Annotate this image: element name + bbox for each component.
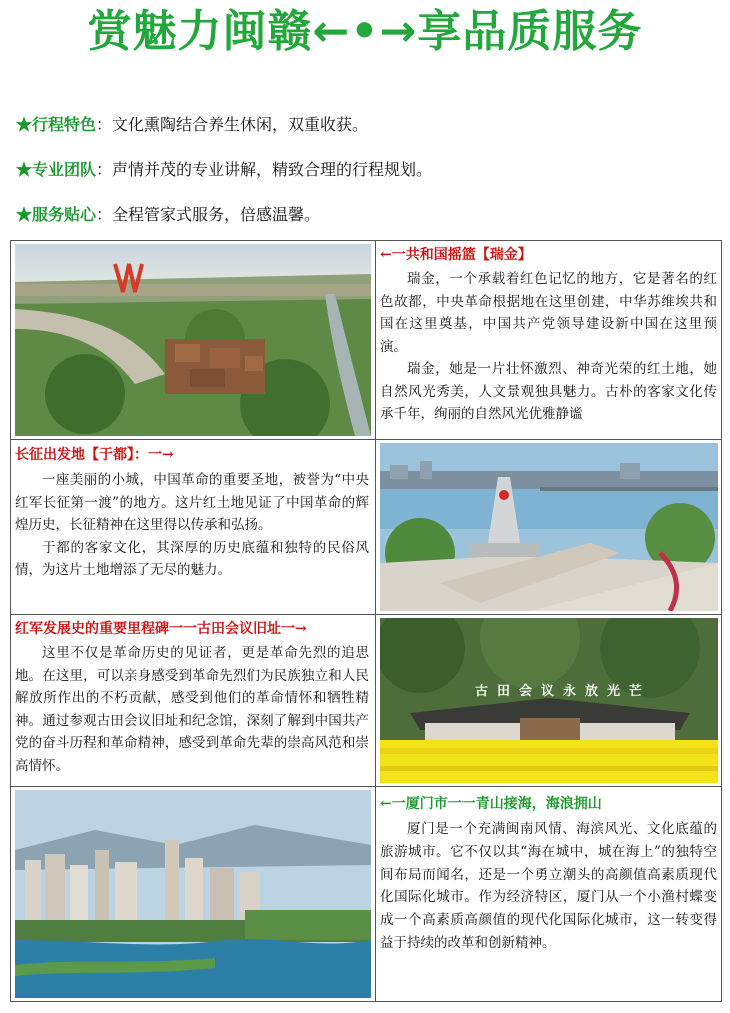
divider — [375, 241, 376, 1001]
section-paragraph: 于都的客家文化，其深厚的历史底蕴和独特的民俗风情，为这片土地增添了无尽的魅力。 — [15, 539, 369, 578]
ruijin-photo — [15, 244, 371, 436]
feature-label: 行程特色 — [32, 115, 97, 134]
star-icon: ★ — [16, 160, 33, 179]
feature-itinerary — [16, 113, 368, 137]
xiamen-section — [380, 794, 717, 999]
yudu-section — [15, 445, 369, 613]
feature-text: ：全程管家式服务，倍感温馨。 — [96, 205, 321, 224]
star-icon: ★ — [16, 115, 33, 134]
section-heading: ←一共和国摇篮【瑞金】 — [380, 247, 532, 263]
feature-label: 服务贴心 — [32, 205, 97, 224]
ruijin-section — [380, 245, 717, 437]
gutian-section — [15, 619, 369, 785]
divider — [11, 614, 721, 615]
section-heading: 长征出发地【于都】：一→ — [15, 447, 174, 463]
star-icon: ★ — [16, 205, 33, 224]
section-paragraph: 一座美丽的小城，中国革命的重要圣地，被誉为“中央红军长征第一渡”的地方。这片红土地见证了中国革命的辉煌历史，长征精神在这里得以传承和弘扬。 — [15, 472, 369, 533]
yudu-photo — [380, 443, 718, 611]
gutian-photo — [380, 618, 718, 783]
section-paragraph: 这里不仅是革命历史的见证者，更是革命先烈的追思地。在这里，可以亲身感受到革命先烈们为民族独立和人民解放所作出的不朽贡献，感受到他们的革命情怀和牺牲精神。通过参观古田会议旧址和纪念馆，深刻了解到中国共产党的奋斗历程和革命精神，感受到革命先辈的崇高风范和崇高情怀。 — [15, 645, 369, 774]
xiamen-photo — [15, 790, 371, 998]
gutian-sign: 古田会议永放光芒 — [474, 684, 651, 699]
divider — [11, 786, 721, 787]
feature-service — [16, 203, 320, 227]
feature-team — [16, 158, 432, 182]
page-title: 赏魅力闽赣←•→享品质服务 — [87, 6, 643, 57]
section-paragraph: 厦门是一个充满闽南风情、海滨风光、文化底蕴的旅游城市。它不仅以其“海在城中，城在海上”的独特空间布局而闻名，还是一个勇立潮头的高颜值高素质现代化国际化城市。作为经济特区，厦门从一个小渔村蝶变成一个高素质高颜值的现代化国际化城市，这一转变得益于持续的改革和创新精神。 — [380, 821, 717, 951]
section-paragraph: 瑞金，一个承载着红色记忆的地方，它是著名的红色故都，中央革命根据地在这里创建，中华苏维埃共和国在这里奠基，中国共产党领导建设新中国在这里预演。 — [380, 271, 717, 355]
section-heading: 红军发展史的重要里程碑一一古田会议旧址一→ — [15, 621, 307, 637]
itinerary-grid — [10, 240, 722, 1002]
feature-label: 专业团队 — [32, 160, 97, 179]
feature-text: ：声情并茂的专业讲解，精致合理的行程规划。 — [96, 160, 433, 179]
feature-text: ：文化熏陶结合养生休闲，双重收获。 — [96, 115, 369, 134]
section-paragraph: 瑞金，她是一片壮怀激烈、神奇光荣的红土地，她自然风光秀美，人文景观独具魅力。古朴的客家文化传承千年，绚丽的自然风光优雅静谧 — [380, 361, 717, 422]
divider — [11, 439, 721, 440]
section-heading: ←一厦门市一一青山接海，海浪拥山 — [380, 796, 602, 812]
